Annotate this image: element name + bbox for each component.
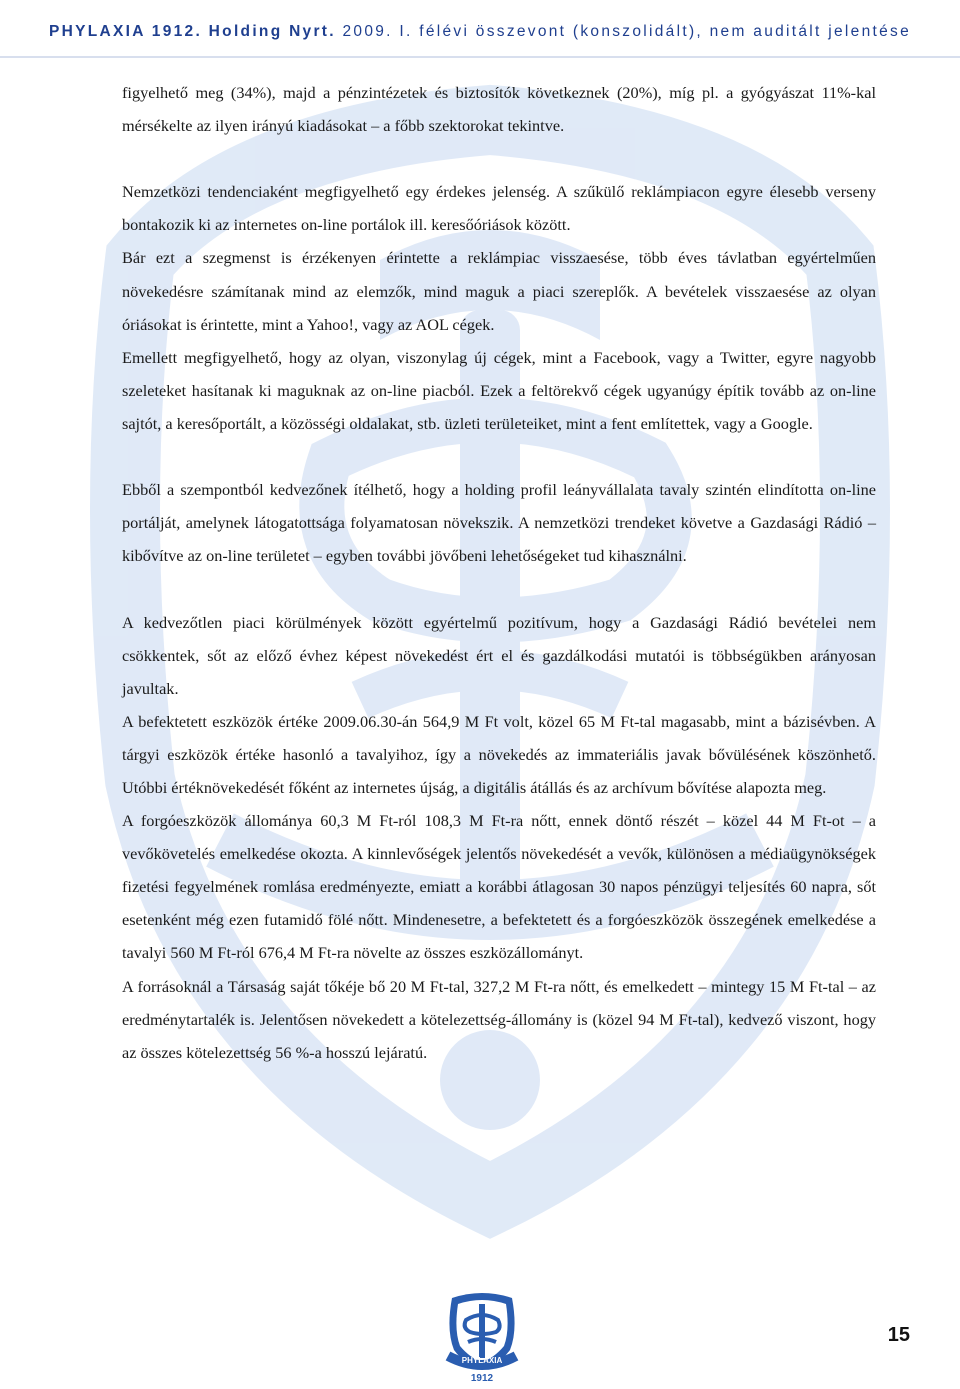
- paragraph: Nemzetközi tendenciaként megfigyelhető egy érdekes jelenség. A szűkülő reklámpiacon egyre élesebb verseny bontakozik ki az internetes on-line portálok ill. keresőóriások között.: [122, 182, 876, 235]
- paragraph-spacer: [122, 572, 876, 605]
- paragraph: A forgóeszközök állománya 60,3 M Ft-ról 108,3 M Ft-ra nőtt, ennek döntő részét – közel 44 M Ft-ot – a vevőkövetelés emelkedése okozta. A kinnlevőségek jelentős növekedését a vevők, különösen a médiaügynökségek fizetési fegyelmének romlása eredményezte, emiatt a korábbi átlagosan 30 napos pénzügyi teljesítés 60 napra, sőt esetenként még ezen futamidő fölé nőtt. Mindenesetre, a befektetett és a forgóeszközök összegének emelkedése a tavalyi 560 M Ft-ról 676,4 M Ft-ra növelte az összes eszközállományt.: [122, 811, 876, 963]
- document-body: [122, 76, 876, 1069]
- header-divider: [0, 56, 960, 58]
- page-number: 15: [887, 1324, 910, 1346]
- paragraph: figyelhető meg (34%), majd a pénzintézetek és biztosítók következnek (20%), míg pl. a gyógyászat 11%-kal mérsékelte az ilyen irányú kiadásokat – a főbb szektorokat tekintve.: [122, 83, 876, 136]
- logo-year: 1912: [470, 1373, 494, 1384]
- paragraph-spacer: [122, 142, 876, 175]
- phylaxia-logo-icon: [444, 1290, 520, 1384]
- paragraph-spacer: [122, 440, 876, 473]
- paragraph: A befektetett eszközök értéke 2009.06.30-án 564,9 M Ft volt, közel 65 M Ft-tal magasabb, mint a bázisévben. A tárgyi eszközök értéke hasonló a tavalyihoz, így a növekedés az immateriális javak bővülésének köszönhető. Utóbbi értéknövekedését főként az internetes újság, a digitális átállás és az archívum bővítése alapozta meg.: [122, 711, 876, 797]
- paragraph: Ebből a szempontból kedvezőnek ítélhető, hogy a holding profil leányvállalata tavaly szintén elindította on-line portálját, amelynek látogatottsága folyamatosan növekszik. A nemzetközi trendeket követve a Gazdasági Rádió – kibővítve az on-line területet – egyben további jövőbeni lehetőségeket tud kihasználni.: [122, 480, 876, 566]
- paragraph: A forrásoknál a Társaság saját tőkéje bő 20 M Ft-tal, 327,2 M Ft-ra nőtt, és emelkedett – mintegy 15 M Ft-tal – az eredménytartalék is. Jelentősen növekedett a kötelezettség-állomány is (közel 94 M Ft-tal), kedvező viszont, hogy az összes kötelezettség 56 %-a hosszú lejáratú.: [122, 976, 876, 1062]
- paragraph: A kedvezőtlen piaci körülmények között egyértelmű pozitívum, hogy a Gazdasági Rádió bevételei nem csökkentek, sőt az előző évhez képest növekedést ért el és gazdálkodási mutatói is többségükben arányosan javultak.: [122, 612, 876, 698]
- paragraph: Emellett megfigyelhető, hogy az olyan, viszonylag új cégek, mint a Facebook, vagy a Twitter, egyre nagyobb szeleteket hasítanak ki maguknak az on-line piacból. Ezek a feltörekvő cégek ugyanúgy építik tovább az on-line sajtót, a keresőportált, a közösségi oldalakat, stb. üzleti területeiket, mint a fent említettek, vagy a Google.: [122, 347, 876, 433]
- logo-wordmark: PHYLAXIA: [461, 1356, 503, 1365]
- paragraph: Bár ezt a szegmenst is érzékenyen érintette a reklámpiac visszaesése, több éves távlatban egyértelműen növekedésre számítanak mind az elemzők, mind maguk a piaci szereplők. A bevételek visszaesése az olyan óriásokat is érintette, mint a Yahoo!, vagy az AOL cégek.: [122, 248, 876, 334]
- page-header: [0, 0, 960, 58]
- header-company: PHYLAXIA 1912. Holding Nyrt.: [48, 23, 336, 40]
- header-report-title: 2009. I. félévi összevont (konszolidált), nem auditált jelentése: [335, 23, 912, 40]
